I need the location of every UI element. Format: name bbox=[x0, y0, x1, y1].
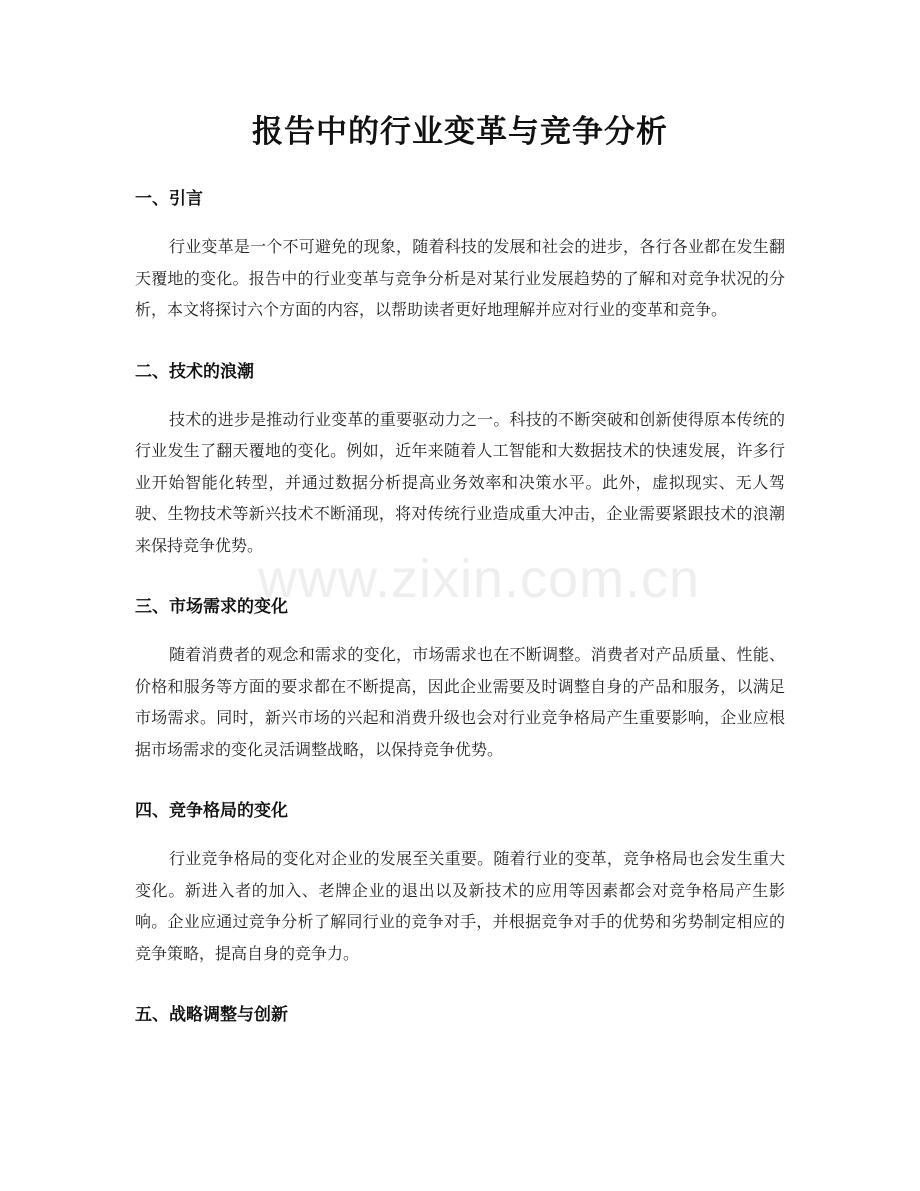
section-heading: 四、竞争格局的变化 bbox=[135, 801, 288, 821]
section-heading: 一、引言 bbox=[135, 189, 203, 209]
section-heading: 五、战略调整与创新 bbox=[135, 1005, 288, 1025]
section-paragraph: 行业变革是一个不可避免的现象，随着科技的发展和社会的进步，各行各业都在发生翻天覆地的变化。报告中的行业变革与竞争分析是对某行业发展趋势的了解和对竞争状况的分析，本文将探讨六个方面的内容，以帮助读者更好地理解并应对行业的变革和竞争。 bbox=[135, 237, 785, 319]
section-strategy bbox=[135, 1003, 785, 1027]
section-technology bbox=[135, 360, 785, 562]
page-title: 报告中的行业变革与竞争分析 bbox=[252, 114, 668, 150]
section-heading: 三、市场需求的变化 bbox=[135, 597, 288, 617]
section-paragraph: 技术的进步是推动行业变革的重要驱动力之一。科技的不断突破和创新使得原本传统的行业发生了翻天覆地的变化。例如，近年来随着人工智能和大数据技术的快速发展，许多行业开始智能化转型，并通过数据分析提高业务效率和决策水平。此外，虚拟现实、无人驾驶、生物技术等新兴技术不断涌现，将对传统行业造成重大冲击，企业需要紧跟技术的浪潮来保持竞争优势。 bbox=[135, 409, 785, 555]
watermark: www.zixin.com.cn bbox=[258, 549, 701, 609]
section-market-demand bbox=[135, 595, 785, 765]
section-paragraph: 行业竞争格局的变化对企业的发展至关重要。随着行业的变革，竞争格局也会发生重大变化。新进入者的加入、老牌企业的退出以及新技术的应用等因素都会对竞争格局产生影响。企业应通过竞争分析了解同行业的竞争对手，并根据竞争对手的优势和劣势制定相应的竞争策略，提高自身的竞争力。 bbox=[135, 849, 785, 963]
section-competition bbox=[135, 799, 785, 969]
section-introduction bbox=[135, 187, 785, 326]
section-paragraph: 随着消费者的观念和需求的变化，市场需求也在不断调整。消费者对产品质量、性能、价格和服务等方面的要求都在不断提高，因此企业需要及时调整自身的产品和服务，以满足市场需求。同时，新兴市场的兴起和消费升级也会对行业竞争格局产生重要影响，企业应根据市场需求的变化灵活调整战略，以保持竞争优势。 bbox=[135, 645, 785, 759]
section-heading: 二、技术的浪潮 bbox=[135, 361, 254, 382]
